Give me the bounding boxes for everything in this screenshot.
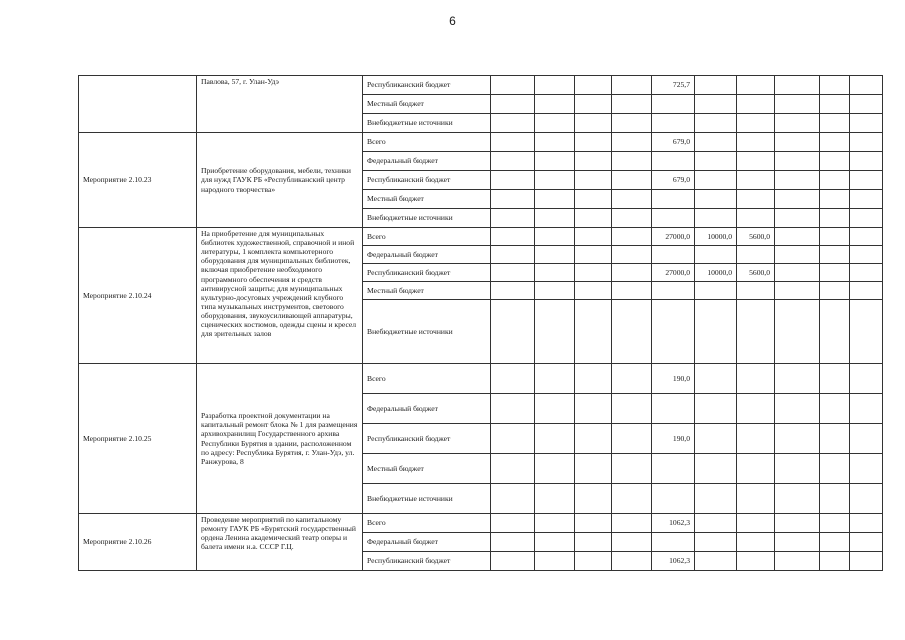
amount-cell bbox=[850, 76, 883, 95]
amount-cell bbox=[535, 209, 575, 228]
amount-cell bbox=[491, 282, 535, 300]
amount-cell bbox=[491, 364, 535, 394]
amount-cell bbox=[850, 95, 883, 114]
amount-cell bbox=[575, 552, 612, 571]
amount-cell bbox=[850, 300, 883, 364]
amount-cell bbox=[652, 300, 695, 364]
amount-cell bbox=[695, 190, 737, 209]
amount-cell bbox=[695, 282, 737, 300]
funding-source-cell: Местный бюджет bbox=[363, 190, 491, 209]
amount-cell bbox=[612, 228, 652, 246]
amount-cell bbox=[695, 300, 737, 364]
amount-cell bbox=[737, 552, 775, 571]
description-cell: Павлова, 57, г. Улан-Удэ bbox=[197, 76, 363, 133]
amount-cell bbox=[737, 424, 775, 454]
amount-cell bbox=[575, 228, 612, 246]
event-cell: Мероприятие 2.10.23 bbox=[79, 133, 197, 228]
amount-cell bbox=[491, 394, 535, 424]
funding-source-cell: Местный бюджет bbox=[363, 282, 491, 300]
amount-cell bbox=[737, 209, 775, 228]
amount-cell bbox=[775, 152, 820, 171]
amount-cell bbox=[820, 171, 850, 190]
amount-cell bbox=[491, 514, 535, 533]
amount-cell bbox=[491, 209, 535, 228]
amount-cell bbox=[737, 95, 775, 114]
amount-cell bbox=[535, 152, 575, 171]
description-cell: Приобретение оборудования, мебели, техники для нужд ГАУК РБ «Республиканский центр народного творчества» bbox=[197, 133, 363, 228]
amount-cell bbox=[737, 246, 775, 264]
table-row bbox=[79, 228, 883, 246]
amount-cell bbox=[491, 424, 535, 454]
amount-cell bbox=[737, 533, 775, 552]
funding-source-cell: Внебюджетные источники bbox=[363, 484, 491, 514]
amount-cell bbox=[820, 364, 850, 394]
amount-cell bbox=[737, 282, 775, 300]
amount-cell bbox=[491, 484, 535, 514]
amount-cell bbox=[535, 190, 575, 209]
amount-cell bbox=[535, 228, 575, 246]
amount-cell bbox=[695, 533, 737, 552]
amount-cell bbox=[535, 76, 575, 95]
amount-cell bbox=[820, 514, 850, 533]
amount-cell bbox=[612, 95, 652, 114]
amount-cell bbox=[820, 95, 850, 114]
amount-cell bbox=[612, 133, 652, 152]
funding-source-cell: Местный бюджет bbox=[363, 454, 491, 484]
amount-cell bbox=[612, 300, 652, 364]
funding-source-cell: Федеральный бюджет bbox=[363, 246, 491, 264]
amount-cell: 190,0 bbox=[652, 424, 695, 454]
amount-cell bbox=[695, 209, 737, 228]
amount-cell bbox=[695, 246, 737, 264]
funding-source-cell: Всего bbox=[363, 514, 491, 533]
amount-cell bbox=[737, 152, 775, 171]
amount-cell bbox=[535, 454, 575, 484]
amount-cell bbox=[850, 209, 883, 228]
amount-cell bbox=[535, 364, 575, 394]
amount-cell bbox=[535, 484, 575, 514]
amount-cell: 5600,0 bbox=[737, 264, 775, 282]
amount-cell bbox=[652, 484, 695, 514]
funding-source-cell: Всего bbox=[363, 364, 491, 394]
amount-cell bbox=[737, 364, 775, 394]
amount-cell bbox=[652, 454, 695, 484]
description-cell: На приобретение для муниципальных библиотек художественной, справочной и иной литературы, 1 комплекта компьютерного оборудования для муниципальных библиотек, включая приобретение необходимого программного обеспечения и средств антивирусной защиты; для муниципальных культурно-досуговых учреждений клубного типа музыкальных инструментов, светового оборудования, звукоусиливающей аппаратуры, сценических костюмов, одежды сцены и кресел для зрительных залов bbox=[197, 228, 363, 364]
amount-cell bbox=[612, 76, 652, 95]
amount-cell bbox=[612, 246, 652, 264]
amount-cell bbox=[850, 394, 883, 424]
funding-source-cell: Внебюджетные источники bbox=[363, 114, 491, 133]
amount-cell bbox=[850, 454, 883, 484]
amount-cell bbox=[775, 171, 820, 190]
amount-cell bbox=[820, 190, 850, 209]
amount-cell bbox=[850, 246, 883, 264]
amount-cell: 27000,0 bbox=[652, 228, 695, 246]
amount-cell bbox=[612, 552, 652, 571]
amount-cell bbox=[575, 424, 612, 454]
funding-source-cell: Республиканский бюджет bbox=[363, 424, 491, 454]
funding-source-cell: Федеральный бюджет bbox=[363, 152, 491, 171]
amount-cell bbox=[850, 264, 883, 282]
amount-cell bbox=[491, 246, 535, 264]
funding-source-cell: Внебюджетные источники bbox=[363, 300, 491, 364]
amount-cell bbox=[775, 246, 820, 264]
amount-cell bbox=[535, 95, 575, 114]
amount-cell: 10000,0 bbox=[695, 228, 737, 246]
amount-cell bbox=[535, 133, 575, 152]
amount-cell bbox=[850, 514, 883, 533]
amount-cell bbox=[820, 533, 850, 552]
amount-cell bbox=[775, 364, 820, 394]
funding-source-cell: Внебюджетные источники bbox=[363, 209, 491, 228]
amount-cell bbox=[820, 209, 850, 228]
amount-cell bbox=[491, 300, 535, 364]
amount-cell bbox=[775, 282, 820, 300]
amount-cell bbox=[695, 114, 737, 133]
amount-cell: 679,0 bbox=[652, 133, 695, 152]
amount-cell bbox=[820, 133, 850, 152]
amount-cell bbox=[575, 264, 612, 282]
amount-cell bbox=[850, 133, 883, 152]
budget-table bbox=[78, 75, 883, 571]
amount-cell bbox=[850, 364, 883, 394]
amount-cell bbox=[775, 424, 820, 454]
amount-cell bbox=[612, 424, 652, 454]
amount-cell bbox=[535, 246, 575, 264]
page-number: 6 bbox=[449, 14, 456, 28]
amount-cell bbox=[820, 114, 850, 133]
amount-cell bbox=[775, 454, 820, 484]
amount-cell bbox=[575, 454, 612, 484]
amount-cell bbox=[535, 171, 575, 190]
amount-cell bbox=[612, 484, 652, 514]
amount-cell bbox=[491, 190, 535, 209]
funding-source-cell: Федеральный бюджет bbox=[363, 533, 491, 552]
amount-cell bbox=[775, 300, 820, 364]
amount-cell bbox=[695, 152, 737, 171]
description-cell: Разработка проектной документации на капитальный ремонт блока № 1 для размещения архивохранилищ Государственного архива Республики Бурятия в здании, расположенном по адресу: Республика Бурятия, г. Улан-Удэ, ул. Ранжурова, 8 bbox=[197, 364, 363, 514]
amount-cell bbox=[535, 552, 575, 571]
amount-cell bbox=[612, 533, 652, 552]
amount-cell bbox=[535, 282, 575, 300]
amount-cell: 190,0 bbox=[652, 364, 695, 394]
amount-cell bbox=[575, 246, 612, 264]
amount-cell bbox=[775, 209, 820, 228]
amount-cell bbox=[850, 533, 883, 552]
amount-cell bbox=[575, 190, 612, 209]
amount-cell bbox=[575, 282, 612, 300]
amount-cell bbox=[737, 133, 775, 152]
amount-cell bbox=[612, 282, 652, 300]
amount-cell bbox=[820, 228, 850, 246]
amount-cell bbox=[652, 209, 695, 228]
amount-cell bbox=[820, 300, 850, 364]
amount-cell bbox=[695, 424, 737, 454]
amount-cell bbox=[612, 209, 652, 228]
amount-cell bbox=[491, 552, 535, 571]
amount-cell bbox=[775, 394, 820, 424]
amount-cell: 1062,3 bbox=[652, 514, 695, 533]
amount-cell bbox=[695, 514, 737, 533]
amount-cell bbox=[652, 533, 695, 552]
amount-cell bbox=[695, 394, 737, 424]
amount-cell bbox=[612, 454, 652, 484]
amount-cell bbox=[652, 282, 695, 300]
amount-cell bbox=[612, 152, 652, 171]
amount-cell bbox=[652, 394, 695, 424]
amount-cell bbox=[575, 364, 612, 394]
amount-cell bbox=[695, 133, 737, 152]
amount-cell: 5600,0 bbox=[737, 228, 775, 246]
amount-cell bbox=[850, 484, 883, 514]
amount-cell bbox=[575, 533, 612, 552]
amount-cell bbox=[535, 300, 575, 364]
amount-cell bbox=[737, 76, 775, 95]
amount-cell bbox=[775, 95, 820, 114]
amount-cell bbox=[652, 95, 695, 114]
amount-cell bbox=[612, 364, 652, 394]
funding-source-cell: Республиканский бюджет bbox=[363, 171, 491, 190]
amount-cell bbox=[737, 190, 775, 209]
funding-source-cell: Всего bbox=[363, 133, 491, 152]
amount-cell bbox=[612, 514, 652, 533]
amount-cell bbox=[737, 394, 775, 424]
amount-cell bbox=[775, 76, 820, 95]
amount-cell bbox=[775, 533, 820, 552]
funding-source-cell: Федеральный бюджет bbox=[363, 394, 491, 424]
amount-cell bbox=[575, 152, 612, 171]
amount-cell bbox=[850, 228, 883, 246]
amount-cell bbox=[491, 171, 535, 190]
amount-cell bbox=[850, 282, 883, 300]
amount-cell bbox=[775, 114, 820, 133]
amount-cell bbox=[575, 300, 612, 364]
amount-cell bbox=[652, 152, 695, 171]
amount-cell bbox=[820, 454, 850, 484]
amount-cell bbox=[612, 114, 652, 133]
amount-cell bbox=[820, 246, 850, 264]
amount-cell bbox=[491, 76, 535, 95]
amount-cell bbox=[820, 484, 850, 514]
amount-cell bbox=[775, 264, 820, 282]
amount-cell bbox=[575, 76, 612, 95]
amount-cell bbox=[775, 133, 820, 152]
amount-cell bbox=[737, 171, 775, 190]
amount-cell: 10000,0 bbox=[695, 264, 737, 282]
amount-cell bbox=[850, 190, 883, 209]
funding-source-cell: Местный бюджет bbox=[363, 95, 491, 114]
amount-cell bbox=[695, 171, 737, 190]
amount-cell bbox=[612, 190, 652, 209]
amount-cell bbox=[775, 228, 820, 246]
event-cell: Мероприятие 2.10.25 bbox=[79, 364, 197, 514]
amount-cell bbox=[737, 514, 775, 533]
amount-cell bbox=[850, 152, 883, 171]
amount-cell bbox=[612, 394, 652, 424]
amount-cell: 679,0 bbox=[652, 171, 695, 190]
amount-cell bbox=[695, 364, 737, 394]
amount-cell bbox=[652, 246, 695, 264]
amount-cell bbox=[535, 114, 575, 133]
amount-cell bbox=[850, 171, 883, 190]
amount-cell bbox=[820, 394, 850, 424]
amount-cell bbox=[775, 514, 820, 533]
amount-cell bbox=[850, 424, 883, 454]
amount-cell bbox=[820, 424, 850, 454]
amount-cell bbox=[850, 114, 883, 133]
amount-cell bbox=[695, 95, 737, 114]
amount-cell bbox=[612, 264, 652, 282]
amount-cell bbox=[775, 552, 820, 571]
funding-source-cell: Всего bbox=[363, 228, 491, 246]
amount-cell bbox=[491, 95, 535, 114]
amount-cell bbox=[737, 300, 775, 364]
amount-cell bbox=[695, 484, 737, 514]
amount-cell bbox=[575, 95, 612, 114]
amount-cell bbox=[575, 209, 612, 228]
description-cell: Проведение мероприятий по капитальному ремонту ГАУК РБ «Бурятский государственный ордена Ленина академический театр оперы и балета имени н.а. СССР Г.Ц. bbox=[197, 514, 363, 571]
amount-cell bbox=[612, 171, 652, 190]
amount-cell bbox=[575, 114, 612, 133]
amount-cell bbox=[535, 533, 575, 552]
amount-cell bbox=[491, 228, 535, 246]
amount-cell bbox=[820, 152, 850, 171]
funding-source-cell: Республиканский бюджет bbox=[363, 552, 491, 571]
funding-source-cell: Республиканский бюджет bbox=[363, 264, 491, 282]
table-row bbox=[79, 514, 883, 533]
amount-cell bbox=[775, 484, 820, 514]
amount-cell bbox=[491, 264, 535, 282]
amount-cell bbox=[737, 484, 775, 514]
amount-cell: 725,7 bbox=[652, 76, 695, 95]
funding-source-cell: Республиканский бюджет bbox=[363, 76, 491, 95]
amount-cell bbox=[535, 264, 575, 282]
amount-cell bbox=[535, 394, 575, 424]
event-cell: Мероприятие 2.10.24 bbox=[79, 228, 197, 364]
amount-cell bbox=[575, 133, 612, 152]
table-row bbox=[79, 133, 883, 152]
event-cell: Мероприятие 2.10.26 bbox=[79, 514, 197, 571]
amount-cell: 27000,0 bbox=[652, 264, 695, 282]
amount-cell: 1062,3 bbox=[652, 552, 695, 571]
amount-cell bbox=[575, 394, 612, 424]
amount-cell bbox=[491, 152, 535, 171]
amount-cell bbox=[820, 76, 850, 95]
amount-cell bbox=[652, 190, 695, 209]
amount-cell bbox=[737, 114, 775, 133]
amount-cell bbox=[575, 484, 612, 514]
amount-cell bbox=[575, 514, 612, 533]
amount-cell bbox=[491, 133, 535, 152]
amount-cell bbox=[820, 282, 850, 300]
amount-cell bbox=[820, 552, 850, 571]
amount-cell bbox=[491, 114, 535, 133]
amount-cell bbox=[535, 514, 575, 533]
amount-cell bbox=[737, 454, 775, 484]
amount-cell bbox=[695, 76, 737, 95]
amount-cell bbox=[695, 454, 737, 484]
table-row bbox=[79, 76, 883, 95]
table-row bbox=[79, 364, 883, 394]
amount-cell bbox=[775, 190, 820, 209]
amount-cell bbox=[491, 454, 535, 484]
amount-cell bbox=[695, 552, 737, 571]
amount-cell bbox=[820, 264, 850, 282]
amount-cell bbox=[850, 552, 883, 571]
amount-cell bbox=[535, 424, 575, 454]
amount-cell bbox=[491, 533, 535, 552]
amount-cell bbox=[652, 114, 695, 133]
event-cell bbox=[79, 76, 197, 133]
amount-cell bbox=[575, 171, 612, 190]
